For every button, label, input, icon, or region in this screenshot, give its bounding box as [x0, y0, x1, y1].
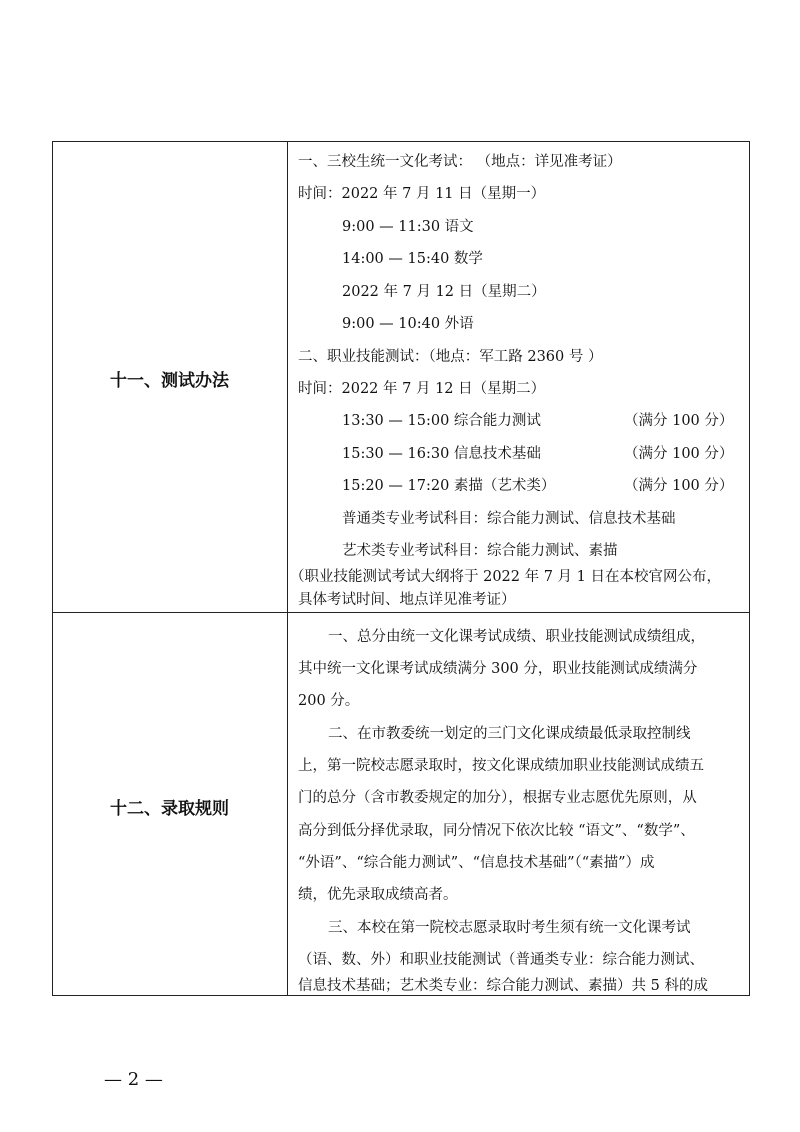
section-11-line: 艺术类专业考试科目：综合能力测试、素描 [342, 543, 618, 559]
section-12-label: 十二、录取规则 [110, 799, 229, 819]
section-11-label: 十一、测试办法 [110, 371, 229, 391]
section-11-line: 9:00 — 11:30 语文 [342, 219, 474, 235]
section-11-line: 15:20 — 17:20 素描（艺术类） [342, 478, 556, 494]
section-11-line: 具体考试时间、地点详见准考证） [298, 592, 516, 608]
section-12-line: 门的总分（含市教委规定的加分），根据专业志愿优先原则，从 [298, 790, 697, 806]
section-11-line: 二、职业技能测试：（地点：军工路 2360 号 ） [298, 349, 603, 365]
section-12-line: 上，第一院校志愿录取时，按文化课成绩加职业技能测试成绩五 [298, 758, 704, 774]
section-12-line: 其中统一文化课考试成绩满分 300 分，职业技能测试成绩满分 [298, 661, 698, 677]
section-11-line: 14:00 — 15:40 数学 [342, 251, 483, 267]
section-12-line: 绩，优先录取成绩高者。 [298, 887, 458, 903]
section-11-line: 9:00 — 10:40 外语 [342, 316, 474, 332]
section-12-line: 一、总分由统一文化课考试成绩、职业技能测试成绩组成， [328, 629, 705, 645]
table-row-divider [52, 612, 750, 613]
score-note: （满分 100 分） [624, 446, 734, 462]
section-12-line: （语、数、外）和职业技能测试（普通类专业：综合能力测试、 [298, 952, 704, 968]
section-11-line: 13:30 — 15:00 综合能力测试 [342, 413, 541, 429]
section-12-line: 信息技术基础；艺术类专业：综合能力测试、素描）共 5 科的成 [298, 978, 708, 994]
section-12-line: “外语”、“综合能力测试”、“信息技术基础”（“素描”）成 [298, 855, 655, 871]
section-11-line: 普通类专业考试科目：综合能力测试、信息技术基础 [342, 511, 676, 527]
section-11-line: 时间：2022 年 7 月 11 日（星期一） [298, 186, 546, 202]
page-number: — 2 — [104, 1069, 163, 1090]
score-note: （满分 100 分） [624, 413, 734, 429]
section-11-line: 时间：2022 年 7 月 12 日（星期二） [298, 381, 546, 397]
section-12-line: 高分到低分择优录取，同分情况下依次比较 “语文”、“数学”、 [298, 823, 695, 839]
table-column-divider [287, 141, 288, 996]
section-11-line: 15:30 — 16:30 信息技术基础 [342, 446, 541, 462]
section-11-line: （职业技能测试考试大纲将于 2022 年 7 月 1 日在本校官网公布， [290, 569, 722, 585]
score-note: （满分 100 分） [624, 478, 734, 494]
section-12-line: 200 分。 [298, 693, 360, 709]
section-12-line: 二、在市教委统一划定的三门文化课成绩最低录取控制线 [328, 726, 691, 742]
section-11-line: 一、三校生统一文化考试： （地点：详见准考证） [298, 154, 622, 170]
section-11-line: 2022 年 7 月 12 日（星期二） [342, 284, 546, 300]
section-12-line: 三、本校在第一院校志愿录取时考生须有统一文化课考试 [328, 920, 691, 936]
